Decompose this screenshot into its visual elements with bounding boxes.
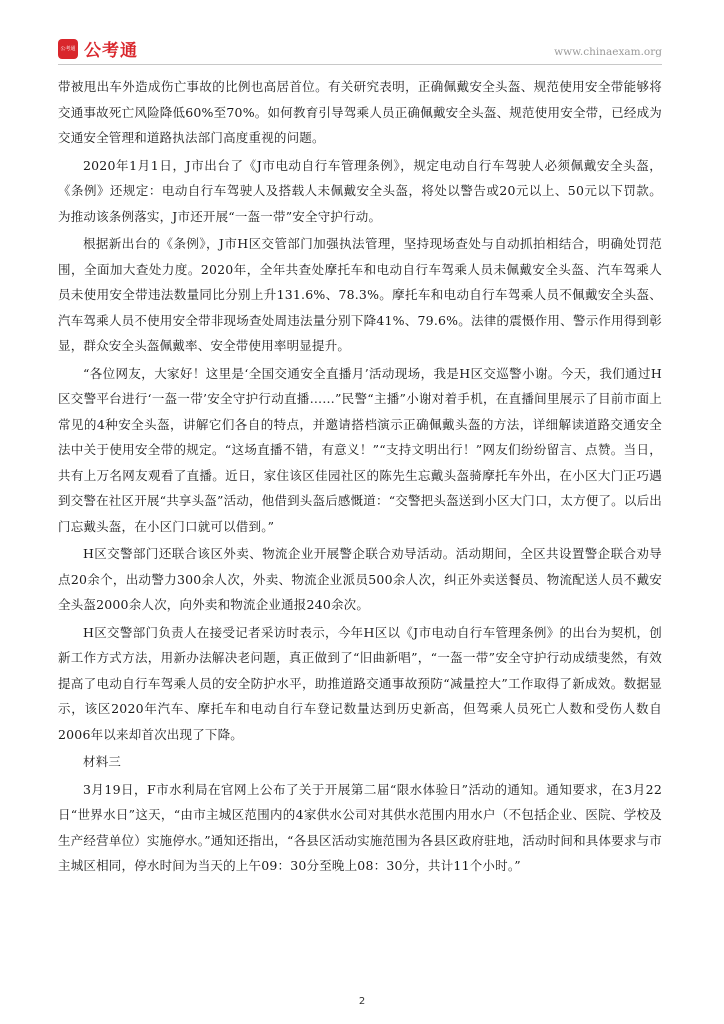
- document-body: [58, 74, 662, 881]
- paragraph-continuation: 带被甩出车外造成伤亡事故的比例也高居首位。有关研究表明，正确佩戴安全头盔、规范使用安全带能够将交通事故死亡风险降低60%至70%。如何教育引导驾乘人员正确佩戴安全头盔、规范使用安全带，已经成为交通安全管理和道路执法部门高度重视的问题。: [58, 79, 662, 145]
- paragraph-regulation: 2020年1月1日，J市出台了《J市电动自行车管理条例》，规定电动自行车驾驶人必须佩戴安全头盔，《条例》还规定：电动自行车驾驶人及搭载人未佩戴安全头盔，将处以警告或20元以上、50元以下罚款。为推动该条例落实，J市还开展“一盔一带”安全守护行动。: [58, 157, 662, 224]
- logo-badge-icon: 公考通: [58, 39, 78, 59]
- brand-logo[interactable]: [58, 36, 138, 61]
- paragraph-water-notice: 3月19日，F市水利局在官网上公布了关于开展第二届“限水体验日”活动的通知。通知要求，在3月22日“世界水日”这天，“由市主城区范围内的4家供水公司对其供水范围内用水户（不包括企业、医院、学校及生产经营单位）实施停水。”通知还指出，“各县区活动实施范围为各县区政府驻地，活动时间和具体要求与市主城区相同，停水时间为当天的上午09：30分至晚上08：30分，共计11个小时。”: [58, 781, 662, 873]
- paragraph-enforcement: 根据新出台的《条例》，J市H区交管部门加强执法管理，坚持现场查处与自动抓拍相结合，明确处罚范围，全面加大查处力度。2020年，全年共查处摩托车和电动自行车驾乘人员未佩戴安全头盔、汽车驾乘人员未使用安全带违法数量同比分别上升131.6%、78.3%。摩托车和电动自行车驾乘人员不佩戴安全头盔、汽车驾乘人员不使用安全带非现场查处周违法量分别下降41%、79.6%。法律的震慑作用、警示作用得到彰显，群众安全头盔佩戴率、安全带使用率明显提升。: [58, 236, 662, 353]
- paragraph-enterprise-campaign: H区交警部门还联合该区外卖、物流企业开展警企联合劝导活动。活动期间，全区共设置警企联合劝导点20余个，出动警力300余人次，外卖、物流企业派员500余人次，纠正外卖送餐员、物流配送人员不戴安全头盔2000余人次，向外卖和物流企业通报240余次。: [58, 546, 662, 612]
- paragraph-livestream: “各位网友，大家好！这里是‘全国交通安全直播月’活动现场，我是H区交巡警小谢。今天，我们通过H区交警平台进行‘一盔一带’安全守护行动直播……”民警“主播”小谢对着手机，在直播间里展示了目前市面上常见的4种安全头盔，讲解它们各自的特点，并邀请搭档演示正确佩戴头盔的方法，详细解读道路交通安全法中关于使用安全带的规定。“这场直播不错，有意义！”“支持文明出行！”网友们纷纷留言、点赞。当日，共有上万名网友观看了直播。近日，家住该区佳园社区的陈先生忘戴头盔骑摩托车外出，在小区大门正巧遇到交警在社区开展“共享头盔”活动，他借到头盔后感慨道：“交警把头盔送到小区大门口，太方便了。以后出门忘戴头盔，在小区门口就可以借到。”: [58, 365, 662, 534]
- page-number: 2: [358, 996, 366, 1007]
- paragraph-official-statement: H区交警部门负责人在接受记者采访时表示，今年H区以《J市电动自行车管理条例》的出台为契机，创新工作方式方法，用新办法解决老问题，真正做到了“旧曲新唱”，“一盔一带”安全守护行动成绩斐然，有效提高了电动自行车驾乘人员的安全防护水平，助推道路交通事故预防“减量控大”工作取得了新成效。数据显示，该区2020年汽车、摩托车和电动自行车登记数量达到历史新高，但驾乘人员死亡人数和受伤人数自2006年以来却首次出现了下降。: [58, 624, 662, 742]
- section-heading-material-3: 材料三: [83, 754, 122, 769]
- page-header: [58, 36, 662, 65]
- logo-text: 公考通: [84, 41, 138, 61]
- site-url[interactable]: www.chinaexam.org: [554, 46, 662, 58]
